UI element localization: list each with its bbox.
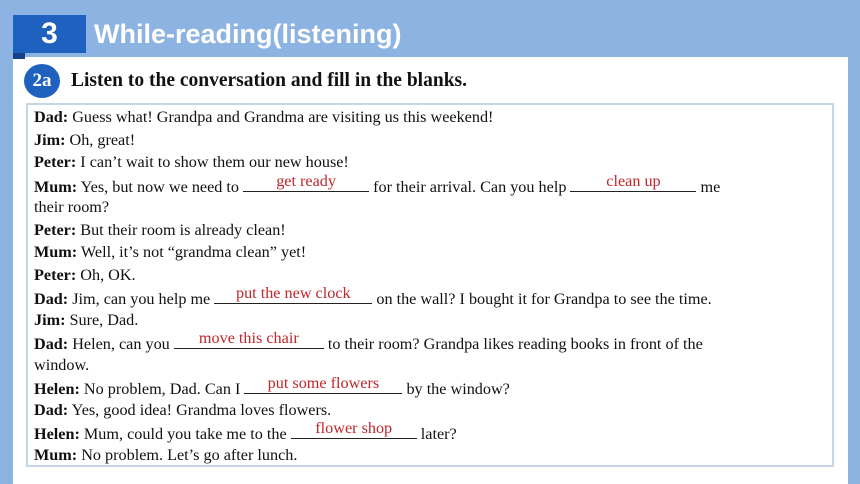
line-text: by the window? [402, 380, 510, 398]
blank-answer: move this chair [198, 329, 299, 347]
speaker-label: Peter: [34, 265, 77, 284]
task-badge: 2a [24, 64, 60, 98]
dialog-line [34, 219, 834, 242]
speaker-label: Dad: [34, 400, 69, 419]
line-text: on the wall? I bought it for Grandpa to see the time. [372, 290, 712, 308]
speaker-label: Helen: [34, 380, 80, 398]
dialog-line [34, 106, 834, 129]
dialog-line [34, 264, 834, 287]
dialog-line [34, 376, 834, 399]
dialog-line [34, 354, 834, 377]
fill-blank[interactable] [243, 171, 369, 192]
blank-answer: put some flowers [267, 374, 380, 392]
speaker-label: Jim: [34, 130, 66, 149]
line-text: window. [34, 355, 90, 374]
line-text: Helen, can you [68, 335, 174, 353]
speaker-label: Mum: [34, 243, 78, 261]
line-text: Well, it’s not “grandma clean” yet! [77, 243, 307, 261]
speaker-label: Dad: [34, 335, 69, 353]
dialog-line [34, 421, 834, 444]
blank-answer: put the new clock [235, 284, 351, 302]
section-number: 3 [41, 17, 58, 50]
speaker-label: Peter: [34, 220, 77, 239]
dialog-line [34, 129, 834, 152]
line-text: I can’t wait to show them our new house! [76, 153, 349, 171]
speaker-label: Mum: [34, 177, 78, 196]
line-text: Yes, but now we need to [77, 177, 244, 196]
speaker-label: Dad: [34, 290, 69, 308]
line-text: to their room? Grandpa likes reading books in front of the [323, 335, 703, 353]
dialog-text [34, 106, 834, 466]
speaker-label: Jim: [34, 310, 66, 329]
line-text: Sure, Dad. [65, 310, 139, 329]
line-text: No problem, Dad. Can I [79, 380, 245, 398]
line-text: No problem. Let’s go after lunch. [77, 445, 298, 464]
dialog-line [34, 241, 834, 264]
dialog-line [34, 196, 834, 219]
dialog-line [34, 399, 834, 422]
section-number-badge [13, 15, 86, 53]
fill-blank[interactable] [214, 286, 372, 304]
line-text: Oh, great! [65, 130, 136, 149]
blank-answer: flower shop [315, 419, 393, 437]
speaker-label: Helen: [34, 425, 80, 443]
line-text: Mum, could you take me to the [79, 425, 291, 443]
fill-blank[interactable] [570, 171, 696, 192]
speaker-label: Peter: [34, 153, 77, 171]
line-text: Jim, can you help me [68, 290, 215, 308]
blank-answer: clean up [606, 171, 661, 190]
line-text: their room? [34, 198, 110, 216]
dialog-line [34, 309, 834, 332]
line-text: Oh, OK. [76, 265, 136, 284]
task-instruction: Listen to the conversation and fill in the blanks. [71, 70, 468, 91]
line-text: But their room is already clean! [76, 220, 286, 239]
section-title: While-reading(listening) [94, 18, 402, 49]
line-text: Guess what! Grandpa and Grandma are visiting us this weekend! [68, 108, 494, 126]
dialog-line [34, 151, 834, 174]
fill-blank[interactable] [291, 421, 417, 439]
badge-fold-decoration [13, 53, 25, 59]
line-text: Yes, good idea! Grandma loves flowers. [68, 400, 332, 419]
dialog-line [34, 331, 834, 354]
line-text: for their arrival. Can you help [369, 177, 571, 196]
fill-blank[interactable] [244, 376, 402, 394]
line-text: later? [416, 425, 457, 443]
dialog-line [34, 171, 834, 197]
dialog-line [34, 444, 834, 467]
dialog-line [34, 286, 834, 309]
speaker-label: Mum: [34, 445, 78, 464]
line-text: me [696, 177, 721, 196]
speaker-label: Dad: [34, 108, 69, 126]
fill-blank[interactable] [174, 331, 324, 349]
blank-answer: get ready [276, 171, 336, 190]
